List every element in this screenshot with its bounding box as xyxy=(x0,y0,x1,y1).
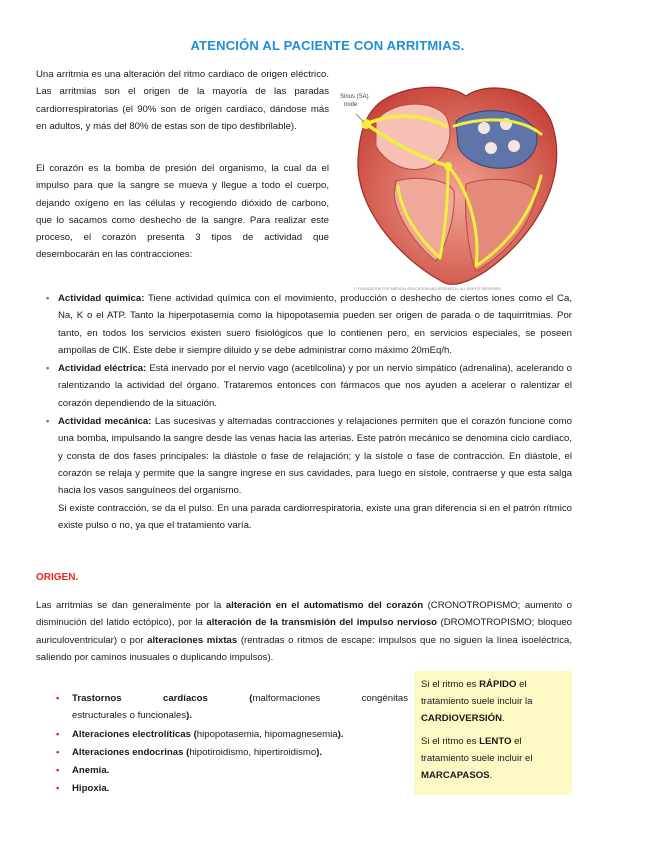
bullet-icon: • xyxy=(46,293,50,304)
cause-close: ). xyxy=(337,728,344,740)
list-item xyxy=(46,290,572,359)
heart-illustration xyxy=(336,66,576,294)
cause-word: cardíacos xyxy=(163,693,208,704)
list-item xyxy=(56,762,408,779)
activity-text: Las sucesivas y alternadas contracciones y relajaciones permiten que el corazón funcione como una bomba, impulsando la sangre desde las venas hacia las arterias. Este patrón mecánico se denomina ciclo cardíaco, y consta de dos fases principales: la diástole o fase de relajación; y la sístole o fase de contracción. En diástole, el corazón se relaja y permite que la sangre ingrese en sus cavidades, para luego en sístole, contraerse y que esta salga hacia los vasos sanguíneos del organismo. xyxy=(58,416,573,497)
intro-paragraph-2: El corazón es la bomba de presión del organismo, la cual da el impulso para que la sangre se mueva y llegue a todo el cuerpo, dejando oxígeno en las células y recogiendo dióxido de carbono, que lo sacamos como deshecho de la sangre. Para realizar este proceso, el corazón presenta 3 tipos de actividad que desembocarán en las contracciones: xyxy=(36,163,329,261)
origen-text: (rentradas o ritmos de escape: impulsos que no siguen la línea isoeléctrica, saliendo por caminos inusuales o duplicando impulsos). xyxy=(36,634,572,663)
figure-label-node: node xyxy=(344,102,358,108)
cause-label: Anemia. xyxy=(72,765,110,777)
list-item xyxy=(56,744,408,761)
origen-bold: alteración de la transmisión del impulso nervioso xyxy=(206,617,438,629)
activity-label: Actividad eléctrica: xyxy=(58,363,147,375)
bullet-icon: • xyxy=(56,746,60,758)
origen-text: (DROMOTROPISMO; bloqueo auriculoventricular) o por xyxy=(36,617,572,646)
bullet-icon: • xyxy=(56,783,60,795)
activity-text: Tiene actividad química con el movimiento, producción o deshecho de ciertos iones como el Ca, Na, K o el ATP. Tanto la hiperpotasemia como la hipopotasemia pueden ser origen de parada o de taquirritmias. Por tanto, en todos los servicios existen suero fisiológicos que lo contienen pero, en servicios especiales, se poseen ampollas de ClK. Este debe ir siempre diluido y se debe administrar como máximo 20mEq/h. xyxy=(58,293,572,356)
causes-list xyxy=(56,690,408,799)
note-fast-rhythm: Si el ritmo es RÁPIDO el tratamiento suele incluir la CARDIOVERSIÓN. xyxy=(421,679,533,724)
cause-word: (malformaciones xyxy=(249,693,321,704)
origen-paragraph xyxy=(36,597,572,666)
bullet-icon: • xyxy=(56,728,60,740)
list-item xyxy=(46,360,572,412)
cause-word: congénitas xyxy=(361,693,408,704)
activity-list xyxy=(46,290,573,535)
bullet-icon: • xyxy=(56,693,60,704)
bullet-icon: • xyxy=(46,363,50,375)
cause-label: Alteraciones endocrinas xyxy=(72,746,184,758)
bullet-icon: • xyxy=(46,416,50,428)
cause-note: estructurales o funcionales xyxy=(72,710,187,722)
cause-line xyxy=(72,690,408,707)
list-item xyxy=(46,413,573,534)
cause-note: hipotiroidismo, hipertiroidismo xyxy=(189,746,317,758)
cause-close: ). xyxy=(316,746,323,758)
origen-heading: ORIGEN. xyxy=(36,572,79,583)
list-item xyxy=(56,726,408,743)
list-item xyxy=(56,780,408,797)
intro-paragraph-1: Una arritmia es una alteración del ritmo cardiaco de origen eléctrico. Las arritmias son el origen de la mayoría de las paradas cardiorrespiratorias (el 90% son de origen cardíaco, dándose más en adultos, y más del 80% de estas son de tipo desfibrilable). xyxy=(36,69,329,132)
origen-text: (CRONOTROPISMO; aumento o disminución del latido ectópico), por la xyxy=(36,600,572,629)
bullet-icon: • xyxy=(56,765,60,777)
figure-label-sa: Sinus (SA) xyxy=(340,94,369,100)
treatment-note-box xyxy=(414,671,572,795)
activity-label: Actividad mecánica: xyxy=(58,416,152,428)
origen-bold: alteraciones mixtas xyxy=(147,634,238,646)
cause-label: Alteraciones electrolíticas xyxy=(72,728,191,740)
list-item xyxy=(56,690,408,725)
activity-extra: Si existe contracción, se da el pulso. En una parada cardiorrespiratoria, existe una gran diferencia si en el patrón rítmico existe pulso o no, ya que el tratamiento varía. xyxy=(58,502,572,531)
cause-word: Trastornos xyxy=(72,693,122,704)
activity-text: Está inervado por el nervio vago (acetilcolina) y por un nervio simpático (adrenalina), acelerando o ralentizando la actividad del órgano. Trataremos entonces con fármacos que nos ayuden a acelerar o ralentizar el corazón dependiendo de la situación. xyxy=(58,363,572,409)
heart-conduction-figure xyxy=(336,66,576,294)
figure-caption: © FOUNDATION FOR MEDICAL EDUCATION AND RESEARCH. ALL RIGHTS RESERVED. xyxy=(354,287,503,291)
origen-bold: alteración en el automatismo del corazón xyxy=(225,600,424,611)
cause-open: ( xyxy=(183,746,190,758)
cause-label: Hipoxia. xyxy=(72,783,110,795)
cause-close: ). xyxy=(186,710,192,722)
page-title: ATENCIÓN AL PACIENTE CON ARRITMIAS. xyxy=(190,38,465,53)
note-slow-rhythm: Si el ritmo es LENTO el tratamiento suele incluir el MARCAPASOS. xyxy=(421,736,533,781)
activity-label: Actividad química: xyxy=(58,293,145,304)
cause-note: hipopotasemia, hipomagnesemia xyxy=(196,728,338,740)
origen-text: Las arritmias se dan generalmente por la xyxy=(36,600,226,611)
cause-open: ( xyxy=(190,728,197,740)
